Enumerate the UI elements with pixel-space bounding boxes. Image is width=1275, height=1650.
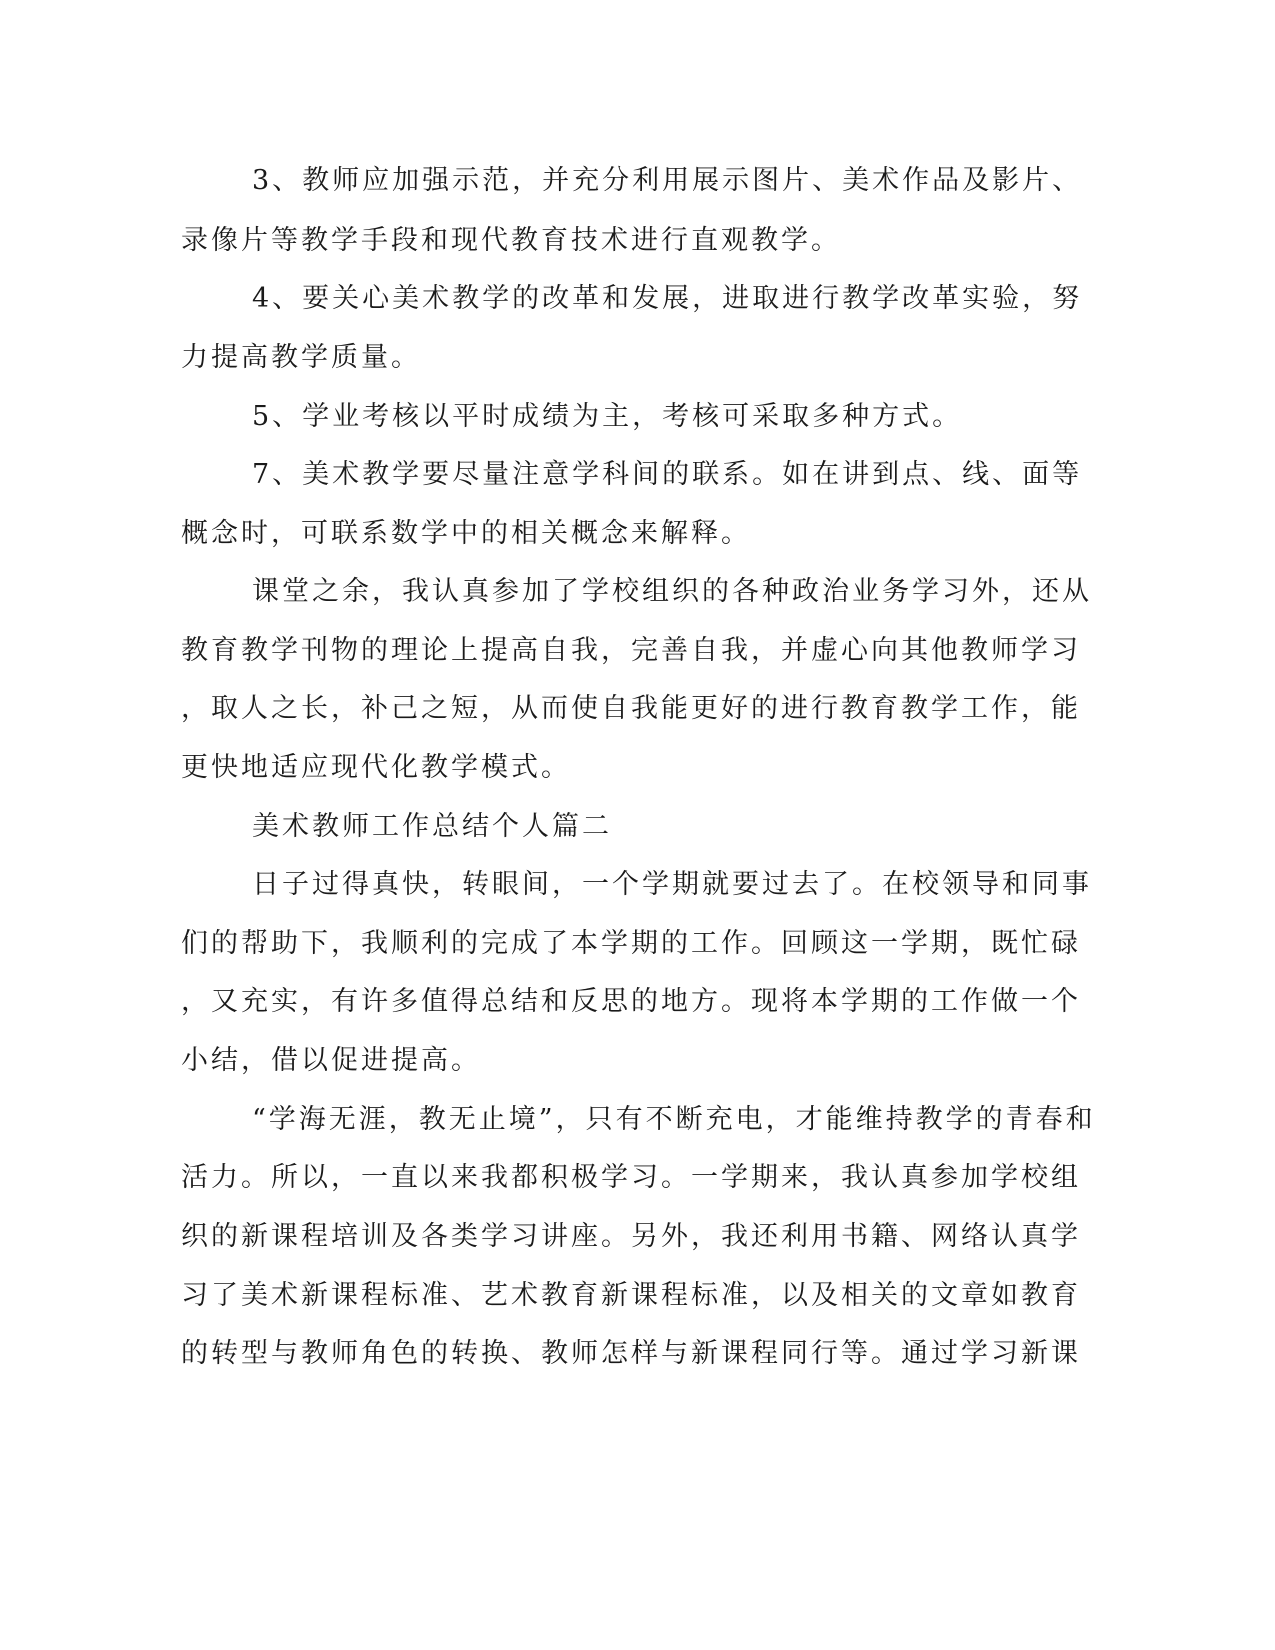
text-line: ，取人之长，补己之短，从而使自我能更好的进行教育教学工作，能 xyxy=(181,693,1081,724)
text-line: 力提高教学质量。 xyxy=(181,342,421,373)
text-line: 录像片等教学手段和现代教育技术进行直观教学。 xyxy=(181,225,841,256)
text-line: 小结，借以促进提高。 xyxy=(181,1045,481,1076)
text-line: “学海无涯，教无止境”，只有不断充电，才能维持教学的青春和 xyxy=(252,1104,1096,1135)
text-line: 4、要关心美术教学的改革和发展，进取进行教学改革实验，努 xyxy=(252,283,1083,314)
text-line: 日子过得真快，转眼间，一个学期就要过去了。在校领导和同事 xyxy=(252,869,1092,900)
text-line: ，又充实，有许多值得总结和反思的地方。现将本学期的工作做一个 xyxy=(181,986,1081,1017)
text-line: 更快地适应现代化教学模式。 xyxy=(181,752,571,783)
text-line: 习了美术新课程标准、艺术教育新课程标准，以及相关的文章如教育 xyxy=(181,1280,1081,1311)
text-line: 教育教学刊物的理论上提高自我，完善自我，并虚心向其他教师学习 xyxy=(181,635,1081,666)
text-line: 概念时，可联系数学中的相关概念来解释。 xyxy=(181,518,751,549)
text-line: 3、教师应加强示范，并充分利用展示图片、美术作品及影片、 xyxy=(252,165,1083,196)
text-line: 们的帮助下，我顺利的完成了本学期的工作。回顾这一学期，既忙碌 xyxy=(181,928,1081,959)
text-line: 7、美术教学要尽量注意学科间的联系。如在讲到点、线、面等 xyxy=(252,459,1083,490)
text-line: 的转型与教师角色的转换、教师怎样与新课程同行等。通过学习新课 xyxy=(181,1338,1081,1369)
text-line: 织的新课程培训及各类学习讲座。另外，我还利用书籍、网络认真学 xyxy=(181,1221,1081,1252)
text-line: 课堂之余，我认真参加了学校组织的各种政治业务学习外，还从 xyxy=(252,576,1092,607)
text-line: 活力。所以，一直以来我都积极学习。一学期来，我认真参加学校组 xyxy=(181,1162,1081,1193)
section-heading: 美术教师工作总结个人篇二 xyxy=(252,811,612,842)
text-line: 5、学业考核以平时成绩为主，考核可采取多种方式。 xyxy=(252,401,963,432)
